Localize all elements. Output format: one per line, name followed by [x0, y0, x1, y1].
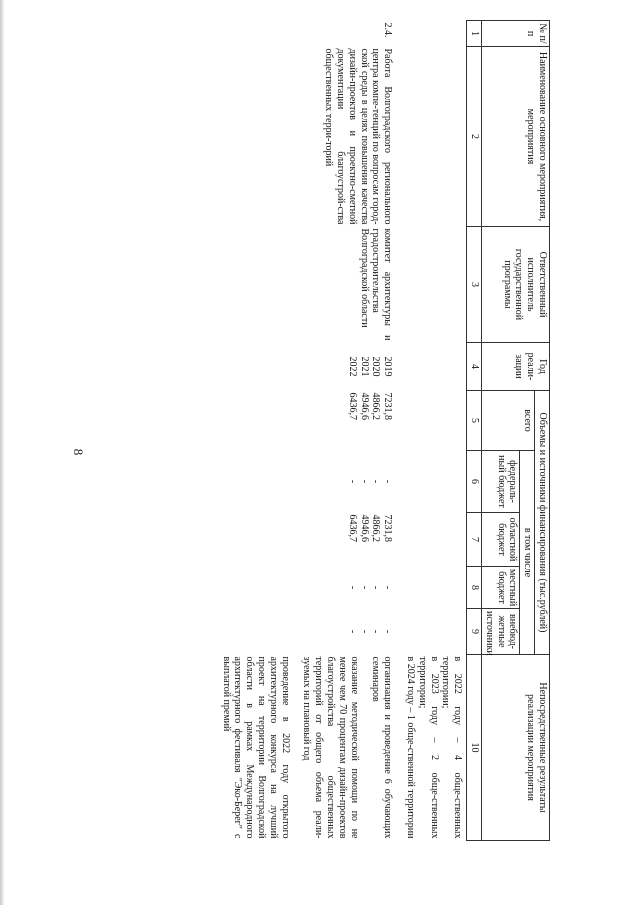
scan-edge: [0, 0, 4, 905]
column-number-row: [467, 21, 482, 841]
column-number: 3: [467, 227, 482, 343]
column-number: 9: [467, 609, 482, 655]
extra-value: -: [346, 629, 358, 634]
extra-value: -: [358, 629, 370, 634]
header-financing: Объемы и источники финансирования (тыс.рублей): [535, 391, 550, 655]
total-value: 4866,2: [370, 392, 382, 420]
regional-value: 4946,6: [358, 514, 370, 542]
carry-over-line: в 2024 году – 1 обще-ственной территории: [405, 656, 417, 839]
year-value: 2021: [358, 356, 370, 377]
carry-over-results: [394, 655, 466, 841]
federal-value: -: [358, 479, 370, 484]
column-number: 2: [467, 47, 482, 227]
column-number: 4: [467, 343, 482, 391]
column-number: 8: [467, 567, 482, 609]
header-row-1: [535, 21, 550, 841]
header-col-num: № п/п: [482, 21, 550, 47]
local-value: -: [346, 585, 358, 590]
year-value: 2020: [370, 356, 382, 377]
result-item: проведение в 2022 году открытого архитектурного конкурса на лучший проект на территории Волгоградской области в рамках Международного архитектурного фестиваля "Эко-Берег" с выплатой премий: [220, 656, 291, 839]
activity-name: Работа Волгоградского регионального центра компе-тенций по вопросам город-ской среды в целях повышения качества дизайн-проектов и проектно-сметной документации благоустрой-ства общественных терри-торий: [323, 48, 394, 225]
total-value: 6436,7: [346, 392, 358, 420]
year-value: 2019: [382, 356, 394, 377]
header-col-local: местный бюджет: [482, 567, 520, 609]
local-value: -: [358, 585, 370, 590]
federal-value: -: [370, 479, 382, 484]
extra-value: -: [370, 629, 382, 634]
total-value: 4946,6: [358, 392, 370, 420]
header-col-extra: внебюд-жетные источники: [482, 609, 520, 655]
carry-over-line: в 2023 году – 2 обще-ственных территории;: [416, 656, 440, 839]
regional-values: [219, 513, 394, 567]
federal-value: -: [346, 479, 358, 484]
column-number: 6: [467, 451, 482, 513]
header-col-total: всего: [482, 391, 535, 451]
carry-over-line: в 2022 году – 4 обще-ственных территории;: [440, 656, 464, 839]
program-table: [219, 20, 550, 841]
header-col-name: Наименование основного мероприятия, мероприятия: [482, 47, 550, 227]
header-including: в том числе: [520, 451, 535, 655]
activity-row: [219, 21, 394, 841]
header-col-year: Год реали-зации: [482, 343, 550, 391]
result-item: оказание методической помощи по не менее чем 70 процентам дизайн-проектов благоустройства общественных территорий от общего объема реали-зуемых на плановый год: [301, 656, 360, 839]
extra-value: -: [382, 629, 394, 634]
header-col-results: Непосредственные результаты реализации мероприятия: [482, 655, 550, 841]
total-values: [219, 391, 394, 451]
local-value: -: [370, 585, 382, 590]
regional-value: 6436,7: [346, 514, 358, 542]
regional-value: 7231,8: [382, 514, 394, 542]
total-value: 7231,8: [382, 392, 394, 420]
result-item: организация и проведение 6 обучающих семинаров: [370, 656, 394, 839]
column-number: 7: [467, 513, 482, 567]
regional-value: 4866,2: [370, 514, 382, 542]
header-col-executor: Ответственный исполнитель государственной программы: [482, 227, 550, 343]
column-number: 1: [467, 21, 482, 47]
activity-executor: комитет архитектуры и градостроительства Волгоградской области: [358, 228, 394, 341]
column-number: 10: [467, 655, 482, 841]
activity-results: [219, 655, 394, 841]
column-number: 5: [467, 391, 482, 451]
page-number: 8: [71, 448, 86, 456]
activity-years: [219, 343, 394, 391]
local-value: -: [382, 585, 394, 590]
federal-values: [219, 451, 394, 513]
header-col-regional: областной бюджет: [482, 513, 520, 567]
federal-value: -: [382, 479, 394, 484]
activity-number: 2.4.: [382, 22, 394, 38]
rotated-page: [130, 20, 550, 850]
extra-values: [219, 609, 394, 655]
header-col-federal: федераль-ный бюджет: [482, 451, 520, 513]
carry-over-row: [394, 21, 466, 841]
local-values: [219, 567, 394, 609]
year-value: 2022: [346, 356, 358, 377]
